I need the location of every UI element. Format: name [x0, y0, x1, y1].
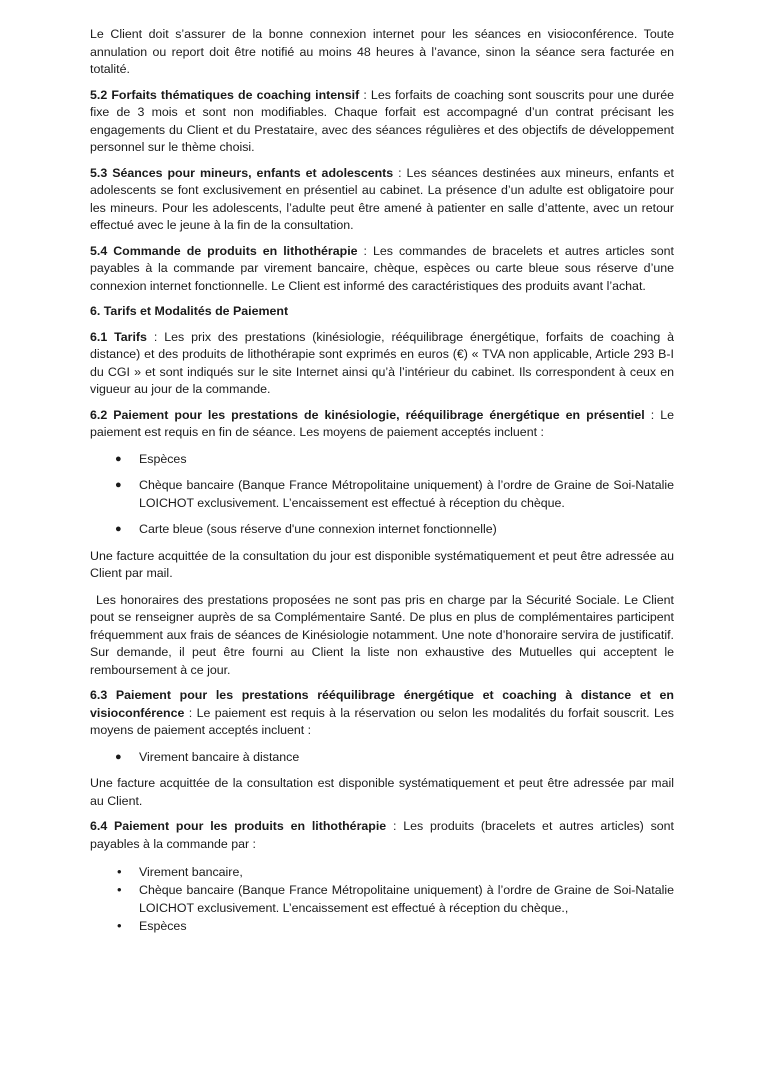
list-item-text: Virement bancaire à distance — [139, 749, 300, 764]
paragraph-fees: Les honoraires des prestations proposées ne sont pas pris en charge par la Sécurité Sociale. Le Client pout se renseigner auprès de sa Complémentaire Santé. De plus en plus de complémentaires participent fréquemment aux frais de séances de Kinésiologie notamment. Une note d’honoraire servira de justificatif. Sur demande, il peut être fourni au Client la liste non exhaustive des Mutuelles qui acceptent le remboursement à ce jour. — [90, 592, 674, 677]
section-6-4-title: 6.4 Paiement pour les produits en lithothérapie — [90, 819, 387, 833]
bullet-icon: ● — [115, 452, 122, 465]
bullet-icon: ● — [115, 479, 122, 491]
section-5-2 — [90, 87, 674, 157]
section-6-4 — [90, 818, 674, 853]
list-item — [90, 521, 674, 539]
payment-methods-list-6-4 — [90, 863, 674, 935]
section-6-3-text: : Le paiement est requis à la réservation ou selon les modalités du forfait souscrit. Les moyens de paiement acceptés incluent : — [90, 705, 674, 737]
list-item-text: Virement bancaire, — [139, 865, 243, 879]
section-5-3 — [90, 165, 674, 235]
payment-methods-list-6-2 — [90, 451, 674, 539]
section-6-1-title: 6.1 Tarifs — [90, 329, 147, 344]
list-item-text: Carte bleue (sous réserve d'une connexion internet fonctionnelle) — [139, 522, 497, 536]
list-item-text: Chèque bancaire (Banque France Métropolitaine uniquement) à l’ordre de Graine de Soi-Natalie LOICHOT exclusivement. L’encaissement est effectué à réception du chèque., — [139, 883, 674, 915]
bullet-icon: ● — [115, 523, 122, 535]
list-item — [90, 477, 674, 512]
section-6-2-title: 6.2 Paiement pour les prestations de kinésiologie, rééquilibrage énergétique en présentiel — [90, 407, 645, 422]
section-6-3-title: 6.3 Paiement pour les prestations rééquilibrage énergétique et coaching à distance et en visioconférence — [90, 688, 674, 720]
section-5-4-title: 5.4 Commande de produits en lithothérapie — [90, 243, 358, 258]
section-5-3-text: : Les séances destinées aux mineurs, enfants et adolescents se font exclusivement en présentiel au cabinet. La présence d’un adulte est obligatoire pour les mineurs. Pour les adolescents, l’adulte peut être amené à patienter en salle d’attente, avec un retour effectué avec le jeune à la fin de la consultation. — [90, 165, 674, 232]
section-6-1 — [90, 329, 674, 399]
list-item-text: Chèque bancaire (Banque France Métropolitaine uniquement) à l’ordre de Graine de Soi-Natalie LOICHOT exclusivement. L’encaissement est effectué à réception du chèque. — [139, 478, 674, 510]
section-5-4 — [90, 243, 674, 296]
section-6-2 — [90, 407, 674, 442]
section-6-heading — [90, 303, 674, 321]
bullet-icon: • — [117, 864, 122, 879]
paragraph-invoice-2: Une facture acquittée de la consultation est disponible systématiquement et peut être adressée par mail au Client. — [90, 776, 674, 808]
list-item — [90, 749, 674, 767]
section-5-4-text: : Les commandes de bracelets et autres articles sont payables à la commande par virement bancaire, chèque, espèces ou carte bleue sous réserve d’une connexion internet fonctionnelle. Le Client est informé des caractéristiques des produits avant l’achat. — [90, 243, 674, 293]
list-item — [90, 881, 674, 917]
bullet-icon: • — [117, 918, 122, 933]
list-item-text: Espèces — [139, 451, 187, 466]
list-item — [90, 863, 674, 881]
section-6-3 — [90, 687, 674, 740]
list-item-text: Espèces — [139, 919, 187, 933]
paragraph-invoice-1: Une facture acquittée de la consultation du jour est disponible systématiquement et peut être adressée au Client par mail. — [90, 548, 674, 580]
list-item — [90, 451, 674, 469]
paragraph-visio-notice: Le Client doit s’assurer de la bonne connexion internet pour les séances en visioconférence. Toute annulation ou report doit être notifié au moins 48 heures à l’avance, sinon la séance sera facturée en totalité. — [90, 27, 674, 76]
section-6-1-text: : Les prix des prestations (kinésiologie, rééquilibrage énergétique, forfaits de coaching à distance) et des produits de lithothérapie sont exprimés en euros (€) « TVA non applicable, Article 293 B-I du CGI » et sont indiqués sur le site Internet ainsi qu’à l’intérieur du cabinet. Ils correspondent à ceux en vigueur au jour de la commande. — [90, 329, 674, 396]
section-5-3-title: 5.3 Séances pour mineurs, enfants et adolescents — [90, 165, 394, 180]
section-6-heading-text: 6. Tarifs et Modalités de Paiement — [90, 304, 289, 318]
section-6-2-text: : Le paiement est requis en fin de séance. Les moyens de paiement acceptés incluent : — [90, 407, 674, 439]
section-5-2-title: 5.2 Forfaits thématiques de coaching intensif — [90, 87, 360, 102]
bullet-icon: ● — [115, 750, 122, 763]
payment-methods-list-6-3 — [90, 749, 674, 767]
section-6-4-text: : Les produits (bracelets et autres articles) sont payables à la commande par : — [90, 819, 674, 851]
section-5-2-text: : Les forfaits de coaching sont souscrits pour une durée fixe de 3 mois et sont non modifiables. Chaque forfait est accompagné d’un contrat précisant les engagements du Client et du Prestataire, avec des séances régulières et des objectifs de développement personnel sur le thème choisi. — [90, 87, 674, 154]
list-item — [90, 917, 674, 935]
bullet-icon: • — [117, 882, 122, 897]
